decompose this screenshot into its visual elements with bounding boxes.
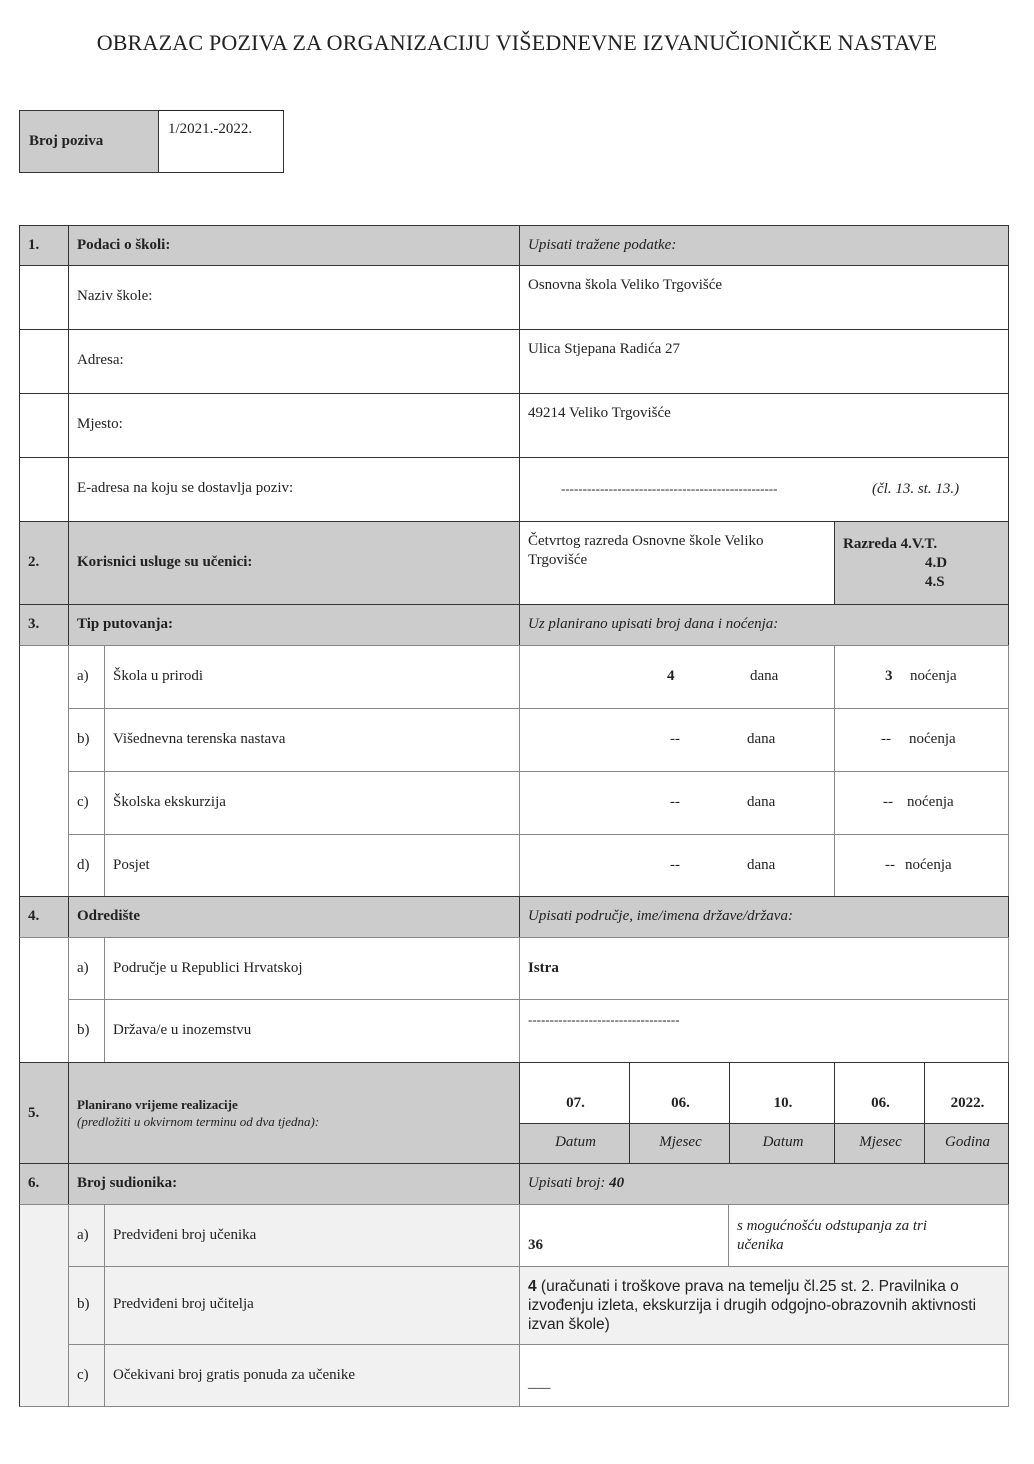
caption-mjesec: Mjesec [659, 1134, 702, 1150]
s3-hint-cell [519, 604, 1009, 646]
s5-number: 5. [28, 1105, 40, 1121]
nights-value: -- [881, 731, 891, 747]
s4-label-cell [104, 999, 520, 1063]
s2-label: Korisnici usluge su učenici: [77, 554, 253, 570]
s4-letter-cell [68, 999, 105, 1063]
s3-letter: a) [77, 668, 89, 684]
s6-letter: a) [77, 1227, 89, 1243]
s2-value: Četvrtog razreda Osnovne škole Veliko Trgovišće [528, 533, 764, 568]
s3-type-cell [104, 834, 520, 898]
caption-mjesec: Mjesec [859, 1134, 902, 1150]
s3-type-cell [104, 708, 520, 772]
s4-label-cell [68, 896, 520, 938]
broj-poziva-label-cell [19, 110, 159, 173]
start-day-field[interactable] [519, 1062, 630, 1124]
s3-letter-cell [68, 708, 105, 772]
e-adresa-value: -------------------------------------------------- [561, 481, 778, 496]
s1-row-label-cell [68, 393, 520, 458]
days-value: 4 [667, 668, 675, 684]
caption-cell [519, 1123, 630, 1164]
s4-num-column [19, 937, 69, 1063]
s5-number-cell [19, 1062, 69, 1164]
s1-row-num-cell [19, 457, 69, 522]
broj-ucitelja-field[interactable] [519, 1266, 1009, 1345]
s6-letter: b) [77, 1296, 90, 1312]
skolska-ekskurzija-label: Školska ekskurzija [113, 794, 226, 810]
caption-cell [834, 1123, 925, 1164]
s1-row-label-cell [68, 265, 520, 330]
s3-letter: b) [77, 731, 90, 747]
adresa-field[interactable] [519, 329, 1009, 394]
s1-row-label-cell [68, 457, 520, 522]
s1-number-cell [19, 225, 69, 266]
naziv-skole-field[interactable] [519, 265, 1009, 330]
caption-datum: Datum [555, 1134, 596, 1150]
s6-letter-cell [68, 1344, 105, 1407]
broj-ucenika-label: Predviđeni broj učenika [113, 1227, 257, 1243]
broj-poziva-value-cell[interactable] [158, 110, 284, 173]
s1-hint: Upisati tražene podatke: [528, 237, 677, 253]
s1-row-num-cell [19, 265, 69, 330]
nights-unit: noćenja [909, 731, 956, 747]
s2-class-line2: 4.D [925, 555, 948, 571]
broj-poziva-label: Broj poziva [29, 133, 104, 149]
mjesto-value: 49214 Veliko Trgovišće [528, 405, 671, 421]
gratis-ponude-field[interactable] [519, 1344, 1009, 1407]
s1-hint-cell [519, 225, 1009, 266]
year-field[interactable] [924, 1062, 1009, 1124]
s2-class-line1: Razreda 4.V.T. [843, 536, 938, 552]
podrucje-rh-field[interactable] [519, 937, 1009, 1000]
visednevna-nastava-days-field[interactable] [519, 708, 835, 772]
start-day-value: 07. [566, 1095, 585, 1111]
broj-ucenika-note-cell [728, 1204, 1009, 1267]
skolska-ekskurzija-days-field[interactable] [519, 771, 835, 835]
s4-label-cell [104, 937, 520, 1000]
posjet-days-field[interactable] [519, 834, 835, 898]
s3-label: Tip putovanja: [77, 616, 174, 632]
drzava-inozemstvo-value: ----------------------------------- [528, 1012, 680, 1027]
gratis-ponude-value: ___ [528, 1375, 551, 1391]
days-value: -- [670, 857, 680, 873]
broj-ucitelja-note: (uračunati i troškove prava na temelju čl.25 st. 2. Pravilnika o izvođenju izleta, ekskurzija i drugih odgojno-obrazovnih aktivnosti izvan škole) [528, 1278, 977, 1333]
visednevna-nastava-label: Višednevna terenska nastava [113, 731, 286, 747]
s5-sublabel: (predložiti u okvirnom terminu od dva tjedna): [77, 1114, 320, 1129]
s2-number: 2. [28, 554, 40, 570]
s3-num-column [19, 645, 69, 898]
days-unit: dana [747, 794, 776, 810]
adresa-label: Adresa: [77, 352, 124, 368]
skola-u-prirodi-label: Škola u prirodi [113, 668, 203, 684]
e-adresa-label: E-adresa na koju se dostavlja poziv: [77, 480, 294, 496]
s2-classes-cell [834, 521, 1009, 605]
s6-num-column [19, 1204, 69, 1407]
s3-number-cell [19, 604, 69, 646]
s2-value-field[interactable] [519, 521, 835, 605]
e-adresa-field[interactable] [519, 457, 1009, 522]
end-day-field[interactable] [729, 1062, 835, 1124]
skolska-ekskurzija-nights-field[interactable] [834, 771, 1009, 835]
s6-number: 6. [28, 1175, 40, 1191]
s6-number-cell [19, 1163, 69, 1205]
broj-ucitelja-value: 4 [528, 1278, 537, 1295]
s4-hint-cell [519, 896, 1009, 938]
days-unit: dana [747, 731, 776, 747]
s3-letter-cell [68, 771, 105, 835]
s4-letter-cell [68, 937, 105, 1000]
posjet-nights-field[interactable] [834, 834, 1009, 898]
posjet-label: Posjet [113, 857, 150, 873]
visednevna-nastava-nights-field[interactable] [834, 708, 1009, 772]
days-value: -- [670, 794, 680, 810]
days-value: -- [670, 731, 680, 747]
s1-row-num-cell [19, 329, 69, 394]
s3-letter-cell [68, 645, 105, 709]
podrucje-rh-value: Istra [528, 960, 559, 976]
caption-cell [924, 1123, 1009, 1164]
podrucje-rh-label: Područje u Republici Hrvatskoj [113, 960, 303, 976]
s1-label-cell [68, 225, 520, 266]
drzava-inozemstvo-label: Država/e u inozemstvu [113, 1022, 252, 1038]
caption-cell [729, 1123, 835, 1164]
s6-letter-cell [68, 1204, 105, 1267]
caption-godina: Godina [945, 1134, 990, 1150]
broj-poziva-value: 1/2021.-2022. [168, 121, 253, 137]
s2-class-line3: 4.S [925, 574, 945, 590]
s2-label-cell [68, 521, 520, 605]
s3-type-cell [104, 771, 520, 835]
e-adresa-note: (čl. 13. st. 13.) [872, 481, 960, 497]
s6-letter: c) [77, 1367, 89, 1383]
s3-hint: Uz planirano upisati broj dana i noćenja: [528, 616, 779, 632]
s6-hint-value: 40 [609, 1175, 625, 1191]
s1-number: 1. [28, 237, 40, 253]
skola-u-prirodi-nights-field[interactable] [834, 645, 1009, 709]
s6-label: Broj sudionika: [77, 1175, 178, 1191]
s6-letter-cell [68, 1266, 105, 1345]
days-unit: dana [750, 668, 779, 684]
start-month-value: 06. [671, 1095, 690, 1111]
s1-row-label-cell [68, 329, 520, 394]
mjesto-label: Mjesto: [77, 416, 123, 432]
naziv-skole-value: Osnovna škola Veliko Trgovišće [528, 277, 723, 293]
s3-number: 3. [28, 616, 40, 632]
s1-row-num-cell [19, 393, 69, 458]
end-month-field[interactable] [834, 1062, 925, 1124]
nights-unit: noćenja [907, 794, 954, 810]
s1-label: Podaci o školi: [77, 237, 171, 253]
s3-label-cell [68, 604, 520, 646]
document-title: OBRAZAC POZIVA ZA ORGANIZACIJU VIŠEDNEVNE IZVANUČIONIČKE NASTAVE [96, 30, 938, 55]
gratis-ponude-label: Očekivani broj gratis ponuda za učenike [113, 1367, 355, 1383]
s3-letter: c) [77, 794, 89, 810]
broj-ucenika-value: 36 [528, 1237, 543, 1253]
end-month-value: 06. [871, 1095, 890, 1111]
nights-unit: noćenja [905, 857, 952, 873]
s3-type-cell [104, 645, 520, 709]
broj-ucitelja-label: Predviđeni broj učitelja [113, 1296, 254, 1312]
s4-number: 4. [28, 908, 40, 924]
nights-value: -- [883, 794, 893, 810]
s2-number-cell [19, 521, 69, 605]
s6-label-cell [104, 1204, 520, 1267]
start-month-field[interactable] [629, 1062, 730, 1124]
s4-hint: Upisati područje, ime/imena države/država: [528, 908, 793, 924]
s6-label-cell [68, 1163, 520, 1205]
s6-label-cell [104, 1266, 520, 1345]
year-value: 2022. [950, 1095, 985, 1111]
s3-letter-cell [68, 834, 105, 898]
broj-ucenika-note: s mogućnošću odstupanja za tri učenika [737, 1218, 928, 1253]
end-day-value: 10. [773, 1095, 793, 1111]
skola-u-prirodi-days-field[interactable] [519, 645, 835, 709]
caption-datum: Datum [762, 1134, 804, 1150]
s6-label-cell [104, 1344, 520, 1407]
naziv-skole-label: Naziv škole: [77, 288, 153, 304]
nights-unit: noćenja [910, 668, 957, 684]
nights-value: 3 [885, 668, 893, 684]
drzava-inozemstvo-field[interactable] [519, 999, 1009, 1063]
s4-letter: b) [77, 1022, 90, 1038]
caption-cell [629, 1123, 730, 1164]
adresa-value: Ulica Stjepana Radića 27 [528, 341, 681, 357]
mjesto-field[interactable] [519, 393, 1009, 458]
s4-label: Odredište [77, 908, 141, 924]
s6-hint-cell [519, 1163, 1009, 1205]
broj-ucenika-field[interactable] [519, 1204, 729, 1267]
s3-letter: d) [77, 857, 90, 873]
nights-value: -- [885, 857, 895, 873]
s4-number-cell [19, 896, 69, 938]
s6-hint: Upisati broj: [528, 1175, 610, 1191]
s4-letter: a) [77, 960, 89, 976]
s5-label-cell [68, 1062, 520, 1164]
days-unit: dana [747, 857, 776, 873]
s5-label: Planirano vrijeme realizacije [77, 1097, 238, 1112]
